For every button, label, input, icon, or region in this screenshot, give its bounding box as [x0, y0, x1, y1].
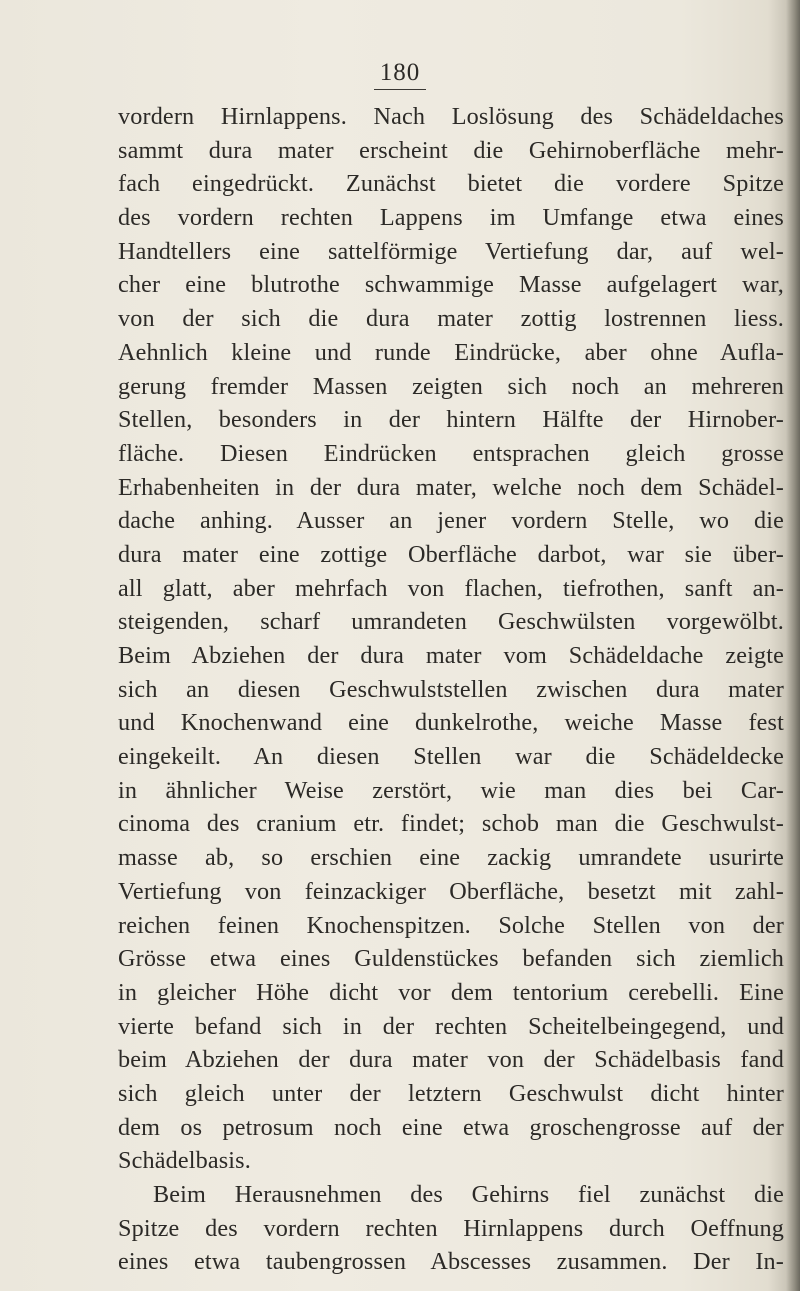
text-line: reichen feinen Knochenspitzen. Solche Stellen von der	[118, 911, 784, 939]
text-line: Handtellers eine sattelförmige Vertiefung dar, auf wel-	[118, 237, 784, 265]
page-edge-shadow	[786, 0, 800, 1291]
text-line: in ähnlicher Weise zerstört, wie man dies bei Car-	[118, 776, 784, 804]
text-line: Erhabenheiten in der dura mater, welche noch dem Schädel-	[118, 473, 784, 501]
paragraph-end-line: Schädelbasis.	[118, 1147, 251, 1175]
text-line: fläche. Diesen Eindrücken entsprachen gleich grosse	[118, 439, 784, 467]
text-line: masse ab, so erschien eine zackig umrandete usurirte	[118, 844, 784, 872]
text-line: fach eingedrückt. Zunächst bietet die vordere Spitze	[118, 170, 784, 198]
body-text	[118, 100, 784, 1279]
text-line: Spitze des vordern rechten Hirnlappens durch Oeffnung	[118, 1214, 784, 1242]
text-line: Grösse etwa eines Guldenstückes befanden sich ziemlich	[118, 945, 784, 973]
text-line: sich an diesen Geschwulststellen zwischen dura mater	[118, 675, 784, 703]
text-line: Vertiefung von feinzackiger Oberfläche, besetzt mit zahl-	[118, 877, 784, 905]
text-line: Aehnlich kleine und runde Eindrücke, aber ohne Aufla-	[118, 338, 784, 366]
text-line: eines etwa taubengrossen Abscesses zusammen. Der In-	[118, 1248, 784, 1276]
text-line: von der sich die dura mater zottig lostrennen liess.	[118, 305, 784, 333]
text-line: Beim Abziehen der dura mater vom Schädeldache zeigte	[118, 642, 784, 669]
text-line: dem os petrosum noch eine etwa groschengrosse auf der	[118, 1113, 784, 1141]
text-line: steigenden, scharf umrandeten Geschwülsten vorgewölbt.	[118, 608, 784, 636]
text-line: sich gleich unter der letztern Geschwulst dicht hinter	[118, 1079, 784, 1107]
text-line: in gleicher Höhe dicht vor dem tentorium cerebelli. Eine	[118, 978, 784, 1006]
text-line: beim Abziehen der dura mater von der Schädelbasis fand	[118, 1046, 784, 1074]
text-line: eingekeilt. An diesen Stellen war die Schädeldecke	[118, 743, 784, 771]
text-line: dache anhing. Ausser an jener vordern Stelle, wo die	[118, 507, 784, 535]
text-line: cinoma des cranium etr. findet; schob man die Geschwulst-	[118, 810, 784, 838]
text-line: gerung fremder Massen zeigten sich noch an mehreren	[118, 372, 784, 400]
text-line: dura mater eine zottige Oberfläche darbot, war sie über-	[118, 540, 784, 568]
text-line: vierte befand sich in der rechten Scheitelbeingegend, und	[118, 1012, 784, 1040]
text-line: all glatt, aber mehrfach von flachen, tiefrothen, sanft an-	[118, 574, 784, 602]
text-line: sammt dura mater erscheint die Gehirnoberfläche mehr-	[118, 136, 784, 164]
text-line: vordern Hirnlappens. Nach Loslösung des Schädeldaches	[118, 103, 784, 130]
page-number-text: 180	[374, 58, 427, 90]
text-line: des vordern rechten Lappens im Umfange etwa eines	[118, 204, 784, 232]
text-line: Stellen, besonders in der hintern Hälfte der Hirnober-	[118, 406, 784, 434]
paragraph-start-line: Beim Herausnehmen des Gehirns fiel zunächst die	[153, 1181, 784, 1208]
page-number	[0, 58, 800, 90]
text-line: und Knochenwand eine dunkelrothe, weiche Masse fest	[118, 709, 784, 737]
text-line: cher eine blutrothe schwammige Masse aufgelagert war,	[118, 271, 784, 299]
